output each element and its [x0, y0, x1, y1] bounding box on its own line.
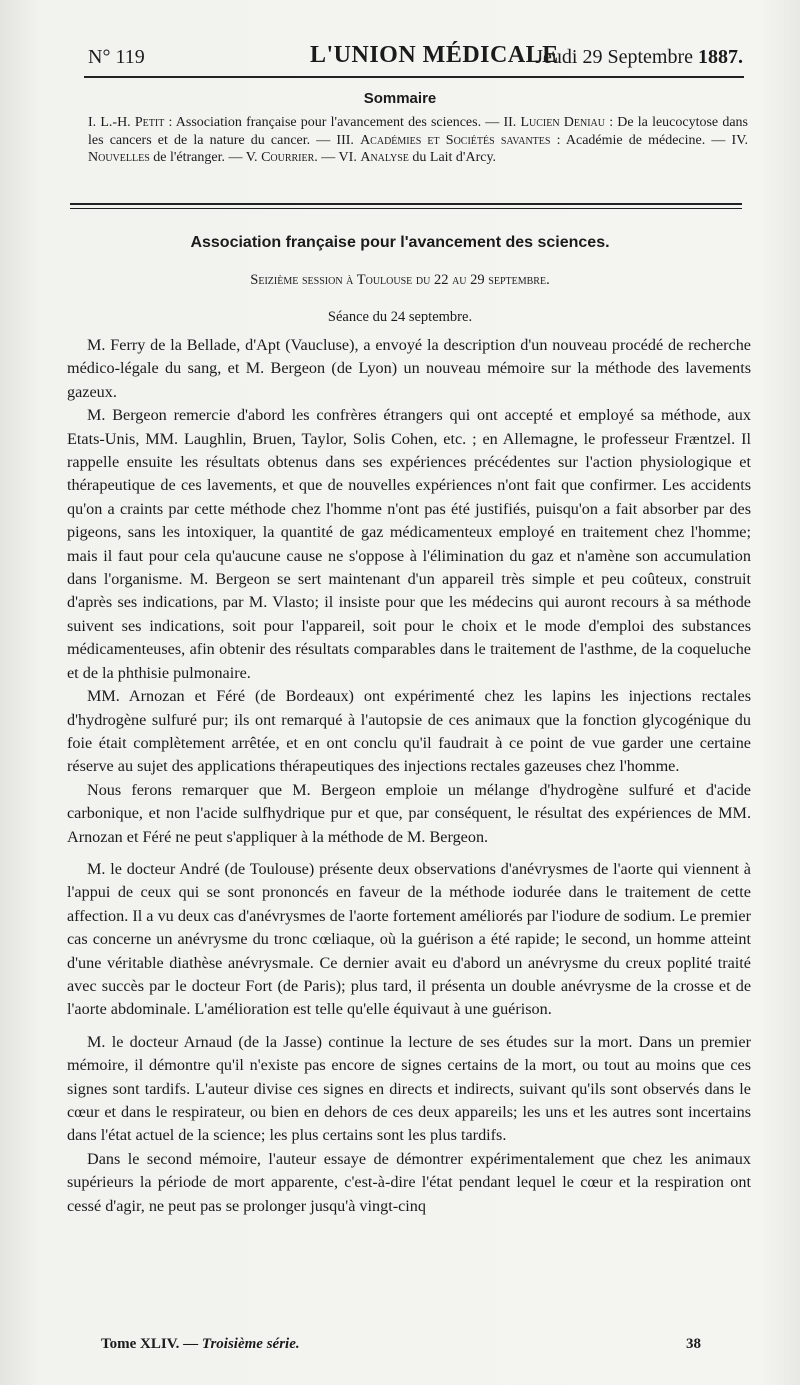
summary-rule-bottom [70, 208, 742, 209]
summary-author: Analyse [360, 150, 409, 165]
issue-number: N° 119 [88, 46, 145, 68]
paragraph: Nous ferons remarquer que M. Bergeon emploie un mélange d'hydrogène sulfuré et d'acide carbonique, et non l'acide sulfhydrique pur et que, par conséquent, le résultat des expériences de MM. Arnozan et Féré ne peut s'appliquer à la méthode de M. Bergeon. [67, 780, 751, 846]
summary-item: I. L.-H. Petit : Association française pour l'avancement des sciences. — [88, 115, 504, 130]
paragraph: M. le docteur Arnaud (de la Jasse) continue la lecture de ses études sur la mort. Dans un premier mémoire, il démontre qu'il n'existe pas encore de signes certains de la mort, ou tout au moins que ces signes sont tardifs. L'auteur divise ces signes en directs et indirects, suivant qu'ils sont observés dans le cœur et dans le respirateur, ou bien en dehors de ces deux appareils; les uns et les autres sont incertains dans l'état actuel de la science; les plus certains sont les plus tardifs. [67, 1032, 751, 1145]
paragraph: Dans le second mémoire, l'auteur essaye de démontrer expérimentalement que chez les animaux supérieurs la période de mort apparente, c'est-à-dire l'état pendant lequel le cœur et la respiration ont cessé d'agir, ne peut pas se prolonger jusqu'à vingt-cinq [67, 1149, 751, 1215]
date-text: Jeudi 29 Septembre [535, 46, 698, 68]
date-year: 1887. [698, 46, 743, 68]
issue-date [535, 46, 743, 69]
page-number: 38 [686, 1336, 701, 1352]
article-title: Association française pour l'avancement des sciences. [190, 234, 610, 251]
header-rule [84, 76, 744, 78]
article-body [67, 334, 751, 1218]
paragraph: M. Ferry de la Bellade, d'Apt (Vaucluse), a envoyé la description d'un nouveau procédé de recherche médico-légale du sang, et M. Bergeon (de Lyon) un nouveau mémoire sur la méthode des lavements gazeux. [67, 336, 751, 401]
summary-item: V. Courrier. — [245, 150, 339, 165]
paragraph: M. Bergeon remercie d'abord les confrères étrangers qui ont accepté et employé sa méthode, aux Etats-Unis, MM. Laughlin, Bruen, Taylor, Solis Cohen, etc. ; en Allemagne, le professeur Fræntzel. Il rappelle ensuite les résultats obtenus dans ses expériences précédentes sur l'action physiologique et thérapeutique de ces lavements, et que de nouvelles expériences n'ont fait que confirmer. Les accidents qu'on a craints par cette méthode chez l'homme n'ont pas été justifiés, puisqu'on a fait absorber par des pigeons, sans les intoxiquer, la quantité de gaz médicamenteux employé en traitement chez l'homme; mais il faut pour cela qu'aucune cause ne s'oppose à l'élimination du gaz et n'amène son accumulation dans l'organisme. M. Bergeon se sert maintenant d'un appareil très simple et peu coûteux, construit d'après ses indications, par M. Vlasto; il insiste pour que les médecins qui auront recours à sa méthode suivent ses indications, soit pour l'appareil, soit pour le choix et le mode d'emploi des substances médicamenteuses, afin obtenir des résultats comparables dans le traitement de l'asthme, de la coqueluche et de la phthisie pulmonaire. [67, 406, 751, 682]
summary-item: VI. Analyse du Lait d'Arcy. [338, 150, 497, 165]
journal-title: L'UNION MÉDICALE [310, 42, 559, 68]
summary-author: Courrier [261, 150, 315, 165]
paragraph: M. le docteur André (de Toulouse) présente deux observations d'anévrysmes de l'aorte qui viennent à l'appui de ceux qui se sont prononcés en faveur de la méthode iodurée dans le traitement de cette affection. Il a vu deux cas d'anévrysmes de l'aorte fortement améliorés par l'iodure de sodium. Le premier cas concerne un anévrysme du tronc cœliaque, où la guérison a été rapide; le second, un homme atteint d'une véritable diathèse anévrysmale. Ce dernier avait eu d'abord un anévrysme du creux poplité traité avec succès par le docteur Fort (de Paris); plus tard, il présenta un double anévrysme de la crosse et de l'aorte abdominale. L'amélioration est telle qu'elle équivaut à une guérison. [67, 859, 751, 1019]
summary-item: II. Lucien Deniau : De la leucocytose dans les cancers et de la nature du cancer. — [88, 115, 748, 148]
summary-author: Lucien Deniau [520, 115, 605, 130]
running-header [88, 40, 743, 76]
summary-author: L.-H. Petit [100, 115, 165, 130]
session-heading: Seizième session à Toulouse du 22 au 29 septembre. [250, 272, 550, 288]
summary-author: Académies et Sociétés savantes [360, 132, 551, 148]
tome-label: Tome XLIV. — Troisième série. [101, 1336, 300, 1352]
page-footer [101, 1336, 701, 1353]
series-label: Troisième série. [201, 1336, 300, 1352]
summary-title: Sommaire [363, 90, 437, 107]
summary-item: IV. Nouvelles de l'étranger. — [88, 132, 748, 165]
seance-heading: Séance du 24 septembre. [327, 309, 473, 325]
paragraph: MM. Arnozan et Féré (de Bordeaux) ont expérimenté chez les lapins les injections rectales d'hydrogène sulfuré pur; ils ont remarqué à l'autopsie de ces animaux que la fonction glycogénique du foie était complètement arrêtée, et en ont conclu qu'il faudrait à ce point de vue garder une certaine réserve au sujet des applications thérapeutiques des injections rectales gazeuses chez l'homme. [67, 687, 751, 776]
summary-item: III. Académies et Sociétés savantes : Académie de médecine. — [336, 132, 732, 148]
summary-block [88, 114, 748, 167]
summary-author: Nouvelles [88, 150, 150, 165]
summary-rule-top [70, 203, 742, 205]
